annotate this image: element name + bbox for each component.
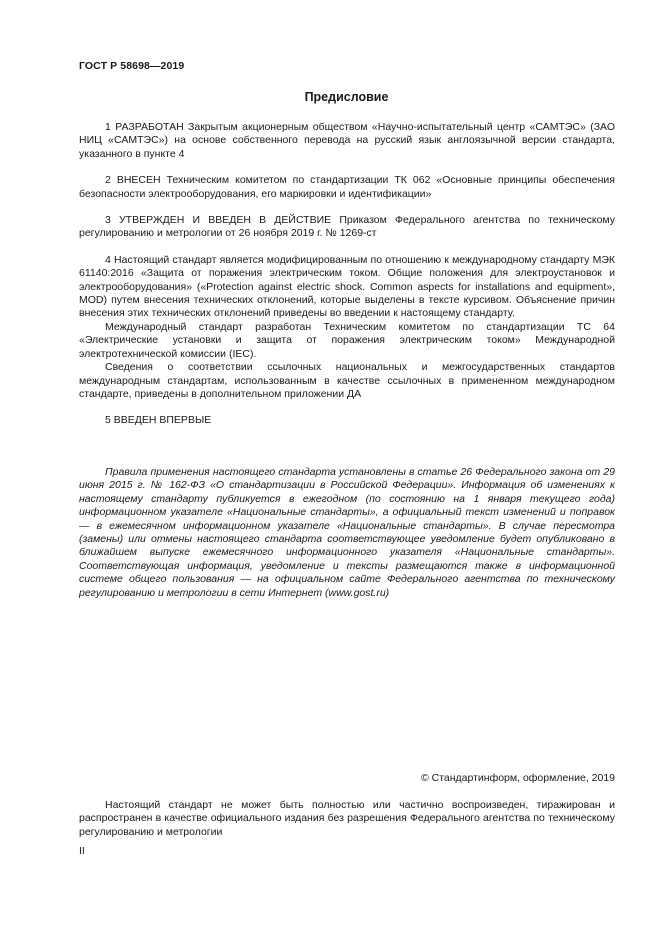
- standard-code: ГОСТ Р 58698—2019: [79, 60, 185, 72]
- paragraph-submitted: 2 ВНЕСЕН Техническим комитетом по стандартизации ТК 062 «Основные принципы обеспечения безопасности электрооборудования, его маркировки и идентификации»: [79, 174, 615, 200]
- application-notice: [79, 466, 615, 600]
- paragraph-introduced: 5 ВВЕДЕН ВПЕРВЫЕ: [105, 414, 212, 427]
- foreword-body: [79, 121, 615, 428]
- paragraph-international: Международный стандарт разработан Техническим комитетом по стандартизации ТС 64 «Электрические установки и защита от поражения электрическим током» Международной электротехнической комиссии (IEC).: [79, 320, 615, 360]
- reproduction-text: Настоящий стандарт не может быть полностью или частично воспроизведен, тиражирован и распространен в качестве официального издания без разрешения Федерального агентства по техническому регулированию и метрологии: [79, 799, 615, 838]
- copyright-line: © Стандартинформ, оформление, 2019: [420, 772, 615, 784]
- page-title: Предисловие: [304, 90, 389, 104]
- paragraph-references: Сведения о соответствии ссылочных национальных и межгосударственных стандартов международным стандартам, использованным в качестве ссылочных в примененном международном стандарте, приведены в дополнительном приложении ДА: [79, 361, 615, 400]
- notice-text: Правила применения настоящего стандарта установлены в статье 26 Федерального закона от 29 июня 2015 г. № 162-ФЗ «О стандартизации в Российской Федерации». Информация об изменениях к настоящему стандарту публикуется в ежегодном (по состоянию на 1 января текущего года) информационном указателе «Национальные стандарты», а официальный текст изменений и поправок — в ежемесячном информационном указателе «Национальные стандарты». В случае пересмотра (замены) или отмены настоящего стандарта соответствующее уведомление будет опубликовано в ближайшем выпуске ежемесячного информационного указателя «Национальные стандарты». Соответствующая информация, уведомление и тексты размещаются также в информационной системе общего пользования — на официальном сайте Федерального агентства по техническому регулированию и метрологии в сети Интернет (www.gost.ru): [79, 466, 615, 599]
- paragraph-developed: 1 РАЗРАБОТАН Закрытым акционерным обществом «Научно-испытательный центр «САМТЭС» (ЗАО НИЦ «САМТЭС») на основе собственного перевода на русский язык англоязычной версии стандарта, указанного в пункте 4: [79, 121, 615, 160]
- reproduction-notice: [79, 799, 615, 839]
- paragraph-modified: 4 Настоящий стандарт является модифицированным по отношению к международному стандарту МЭК 61140:2016 «Защита от поражения электрическим током. Общие положения для электроустановок и электрооборудования» («Protection against electric shock. Common aspects for installations and equipment», MOD) путем внесения технических отклонений, которые выделены в тексте курсивом. Объяснение причин внесения этих технических отклонений приведены во введении к настоящему стандарту.: [79, 253, 615, 320]
- page-number: II: [79, 845, 85, 857]
- paragraph-approved: 3 УТВЕРЖДЕН И ВВЕДЕН В ДЕЙСТВИЕ Приказом Федерального агентства по техническому регулированию и метрологии от 26 ноября 2019 г. № 1269-ст: [79, 214, 615, 240]
